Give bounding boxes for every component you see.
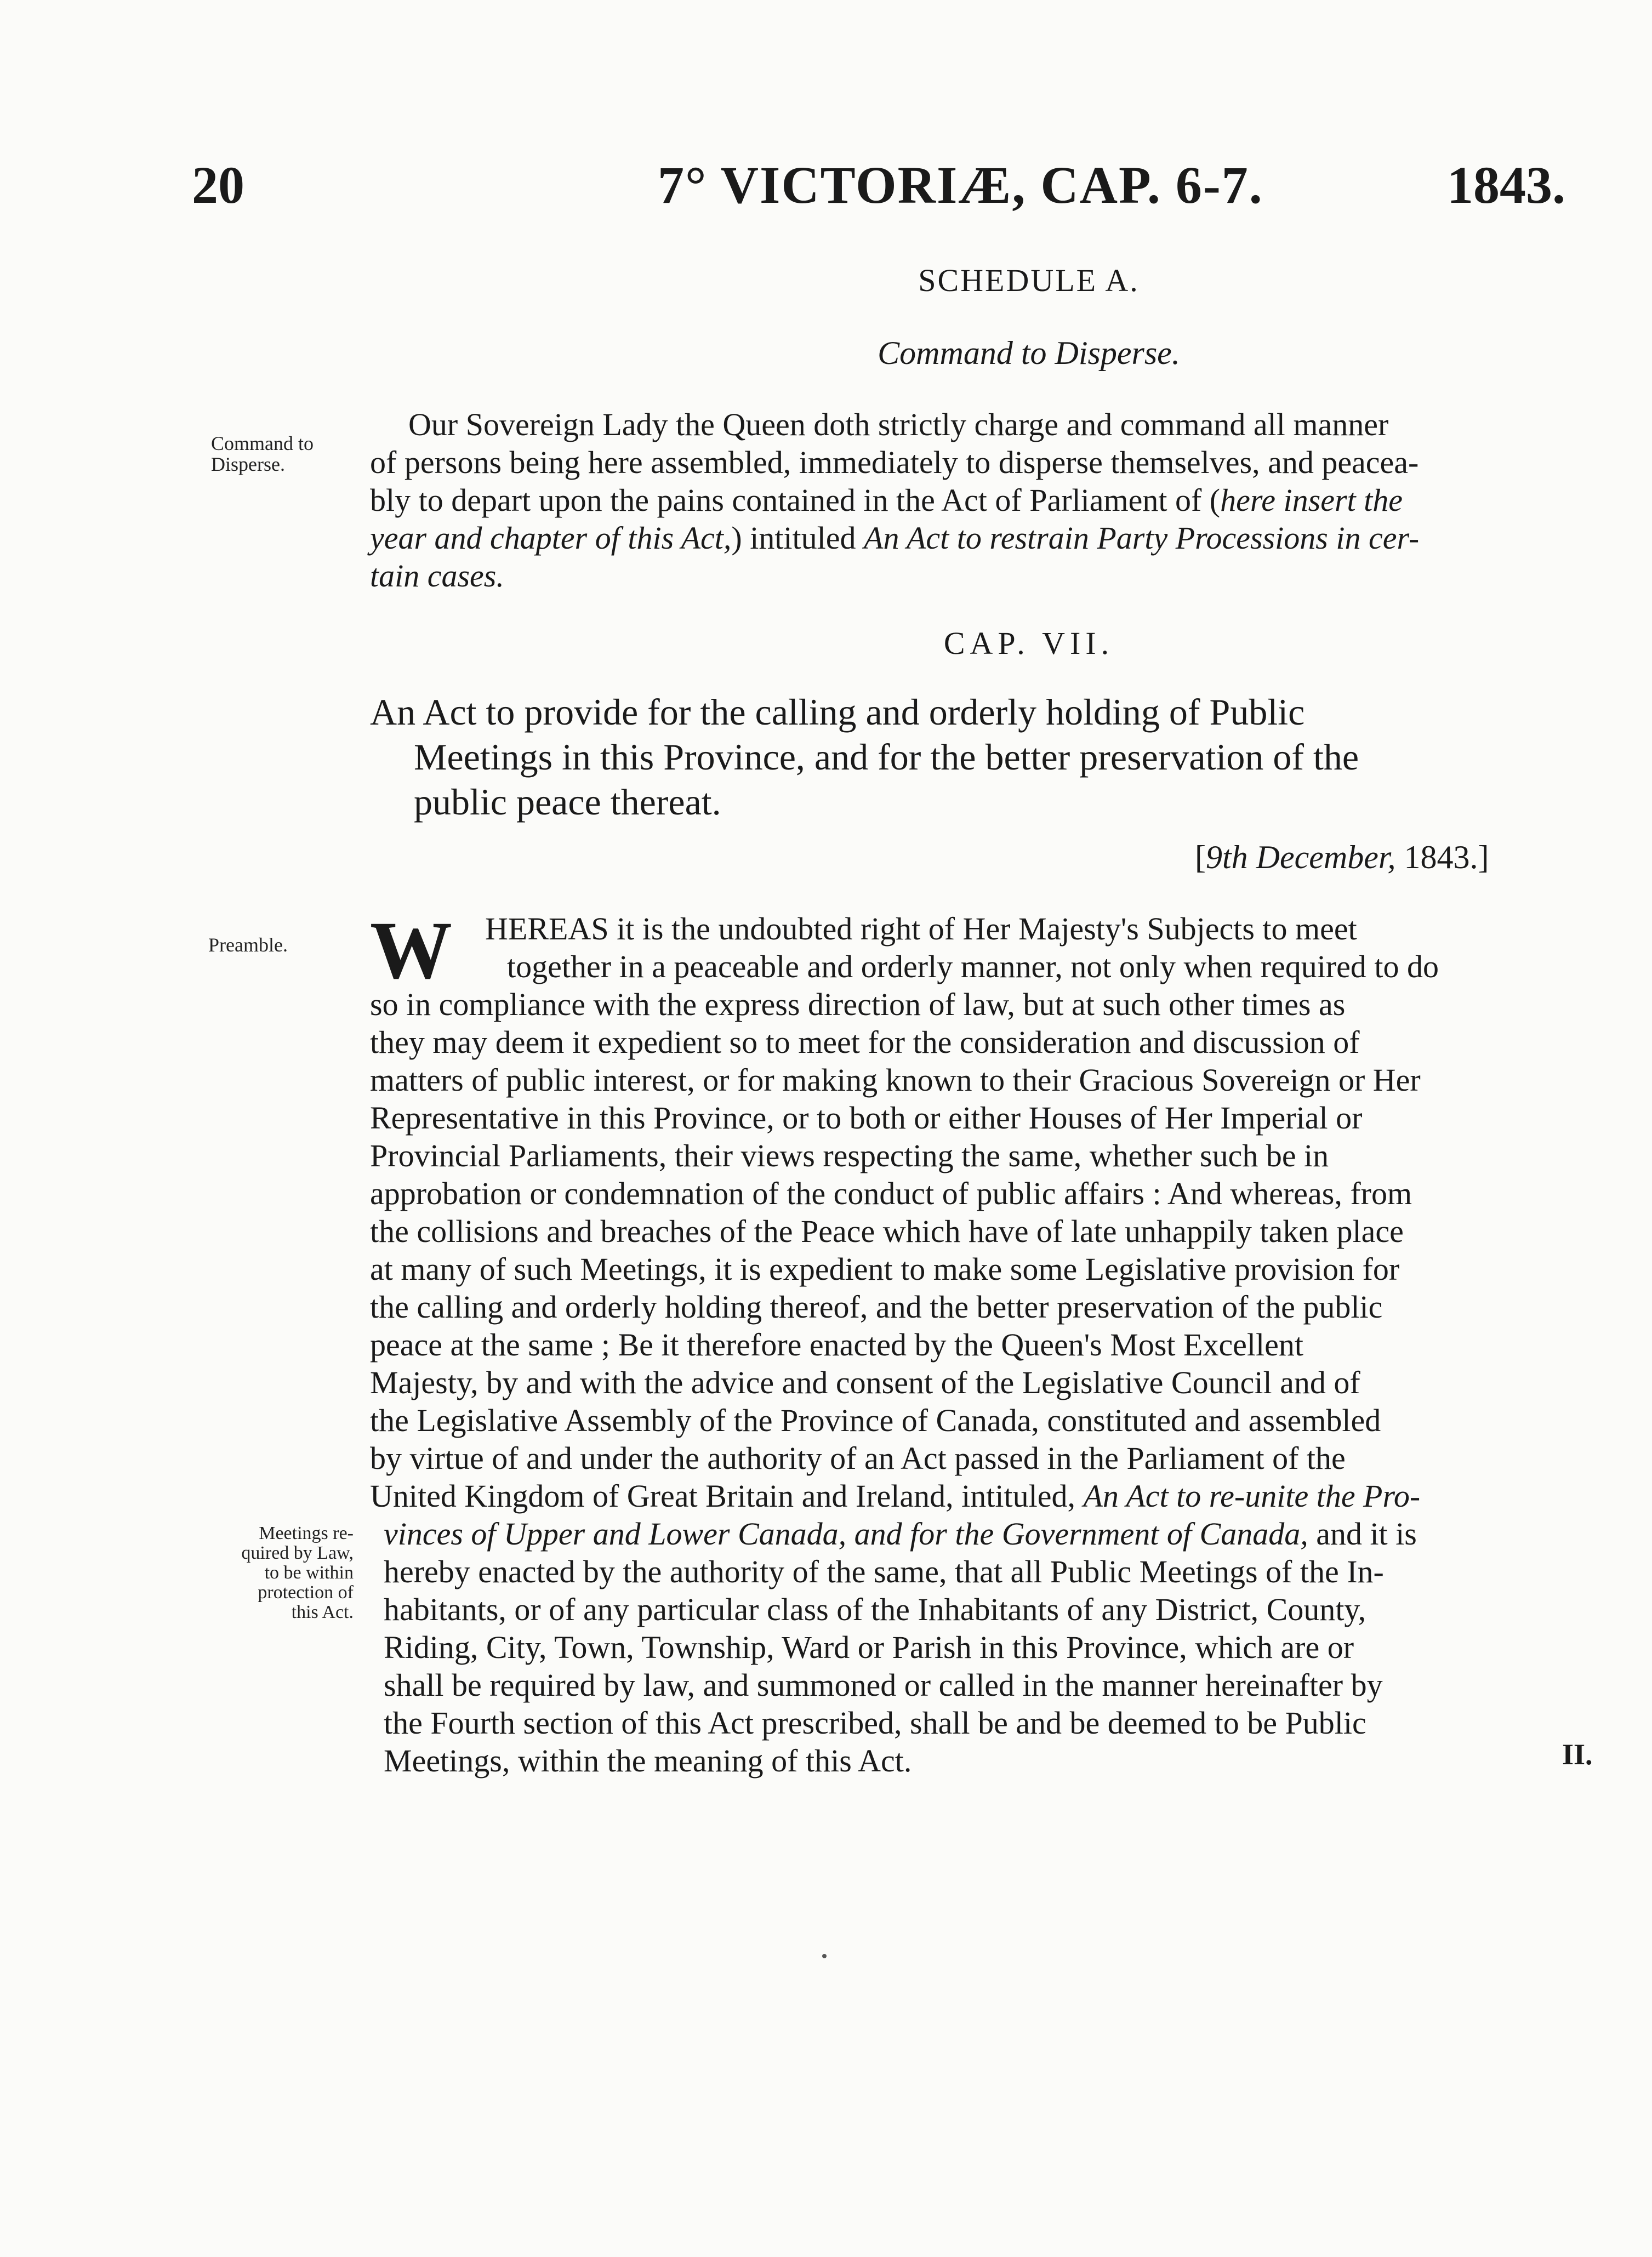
margin-note-line: this Act.	[291, 1602, 354, 1622]
text-line: of persons being here assembled, immediately to disperse themselves, and peacea-	[370, 444, 1419, 480]
title-line: An Act to provide for the calling and orderly holding of Public	[370, 691, 1305, 733]
italic-run: year and chapter of this Act,	[370, 520, 732, 556]
text-line: tain cases.	[370, 558, 504, 594]
text-line: approbation or condemnation of the conduct of public affairs : And whereas, from	[370, 1176, 1412, 1211]
text-line: at many of such Meetings, it is expedient to make some Legislative provision for	[370, 1251, 1400, 1287]
italic-run: An Act to re-unite the Pro-	[1083, 1478, 1421, 1514]
date-year: 1843.]	[1404, 839, 1489, 875]
text-line: the calling and orderly holding thereof, and the better preservation of the public	[370, 1289, 1383, 1325]
page-number: 20	[192, 156, 244, 214]
text-line: the Fourth section of this Act prescribed, shall be and be deemed to be Public	[384, 1705, 1366, 1741]
text-line	[370, 481, 1592, 519]
date-month: December,	[1256, 839, 1396, 875]
text-run: ) intituled	[731, 520, 864, 556]
text-line: shall be required by law, and summoned or called in the manner hereinafter by	[384, 1667, 1383, 1703]
text-line: Riding, City, Town, Township, Ward or Parish in this Province, which are or	[384, 1629, 1354, 1665]
margin-note-line: Command to	[211, 432, 314, 454]
margin-note-line: to be within	[264, 1563, 354, 1583]
preamble-text	[370, 905, 1609, 1780]
title-line: Meetings in this Province, and for the better preservation of the	[414, 736, 1359, 778]
text-run: United Kingdom of Great Britain and Ireland, intituled,	[370, 1478, 1084, 1514]
italic-run: here insert the	[1220, 482, 1403, 518]
text-line	[370, 1477, 1609, 1515]
command-to-disperse-text	[370, 406, 1592, 595]
text-line	[370, 1515, 1609, 1553]
header-year: 1843.	[1447, 156, 1565, 214]
schedule-subheading: Command to Disperse.	[878, 335, 1180, 371]
date-day: 9th	[1205, 839, 1248, 875]
text-line	[370, 519, 1592, 557]
margin-note-line: quired by Law,	[241, 1543, 354, 1563]
catchword: II.	[1562, 1738, 1593, 1771]
running-title: 7° VICTORIÆ, CAP. 6-7.	[658, 156, 1263, 214]
text-line: HEREAS it is the undoubted right of Her Majesty's Subjects to meet	[485, 911, 1357, 947]
text-line: hereby enacted by the authority of the same, that all Public Meetings of the In-	[384, 1554, 1384, 1589]
chapter-heading: CAP. VII.	[943, 625, 1114, 661]
text-line: the Legislative Assembly of the Province of Canada, constituted and assembled	[370, 1403, 1381, 1438]
margin-note-line: Disperse.	[211, 453, 285, 475]
text-line: Meetings, within the meaning of this Act.	[384, 1743, 912, 1779]
text-line: peace at the same ; Be it therefore enacted by the Queen's Most Excellent	[370, 1327, 1304, 1363]
ink-speck	[822, 1954, 827, 1958]
italic-run: An Act to restrain Party Processions in cer-	[864, 520, 1420, 556]
text-line: Provincial Parliaments, their views respecting the same, whether such be in	[370, 1138, 1329, 1173]
text-line: they may deem it expedient so to meet for the consideration and discussion of	[370, 1024, 1360, 1060]
text-line: habitants, or of any particular class of the Inhabitants of any District, County,	[384, 1592, 1366, 1627]
margin-note-command	[211, 433, 348, 475]
text-line: Majesty, by and with the advice and consent of the Legislative Council and of	[370, 1365, 1360, 1400]
margin-note-meetings	[206, 1524, 354, 1622]
schedule-heading: SCHEDULE A.	[918, 263, 1140, 298]
text-line: matters of public interest, or for making known to their Gracious Sovereign or Her	[370, 1062, 1421, 1098]
text-line: by virtue of and under the authority of an Act passed in the Parliament of the	[370, 1440, 1346, 1476]
text-run: bly to depart upon the pains contained in the Act of Parliament of (	[370, 482, 1221, 518]
title-line: public peace thereat.	[414, 781, 721, 823]
margin-note-preamble: Preamble.	[208, 934, 288, 956]
italic-run: vinces of Upper and Lower Canada, and for the Government of Canada,	[384, 1516, 1308, 1552]
assent-date	[1195, 839, 1489, 876]
text-line: Our Sovereign Lady the Queen doth strictly charge and command all manner	[408, 407, 1389, 442]
text-run: and it is	[1308, 1516, 1417, 1552]
text-line: the collisions and breaches of the Peace which have of late unhappily taken place	[370, 1213, 1404, 1249]
margin-note-line: Meetings re-	[259, 1523, 354, 1543]
text-line: together in a peaceable and orderly manner, not only when required to do	[507, 949, 1439, 984]
text-line: so in compliance with the express direction of law, but at such other times as	[370, 987, 1346, 1022]
drop-cap: W	[370, 905, 452, 996]
margin-note-line: protection of	[258, 1582, 354, 1603]
act-title	[370, 689, 1609, 824]
text-line: Representative in this Province, or to both or either Houses of Her Imperial or	[370, 1100, 1363, 1136]
date-bracket: [	[1195, 839, 1206, 875]
